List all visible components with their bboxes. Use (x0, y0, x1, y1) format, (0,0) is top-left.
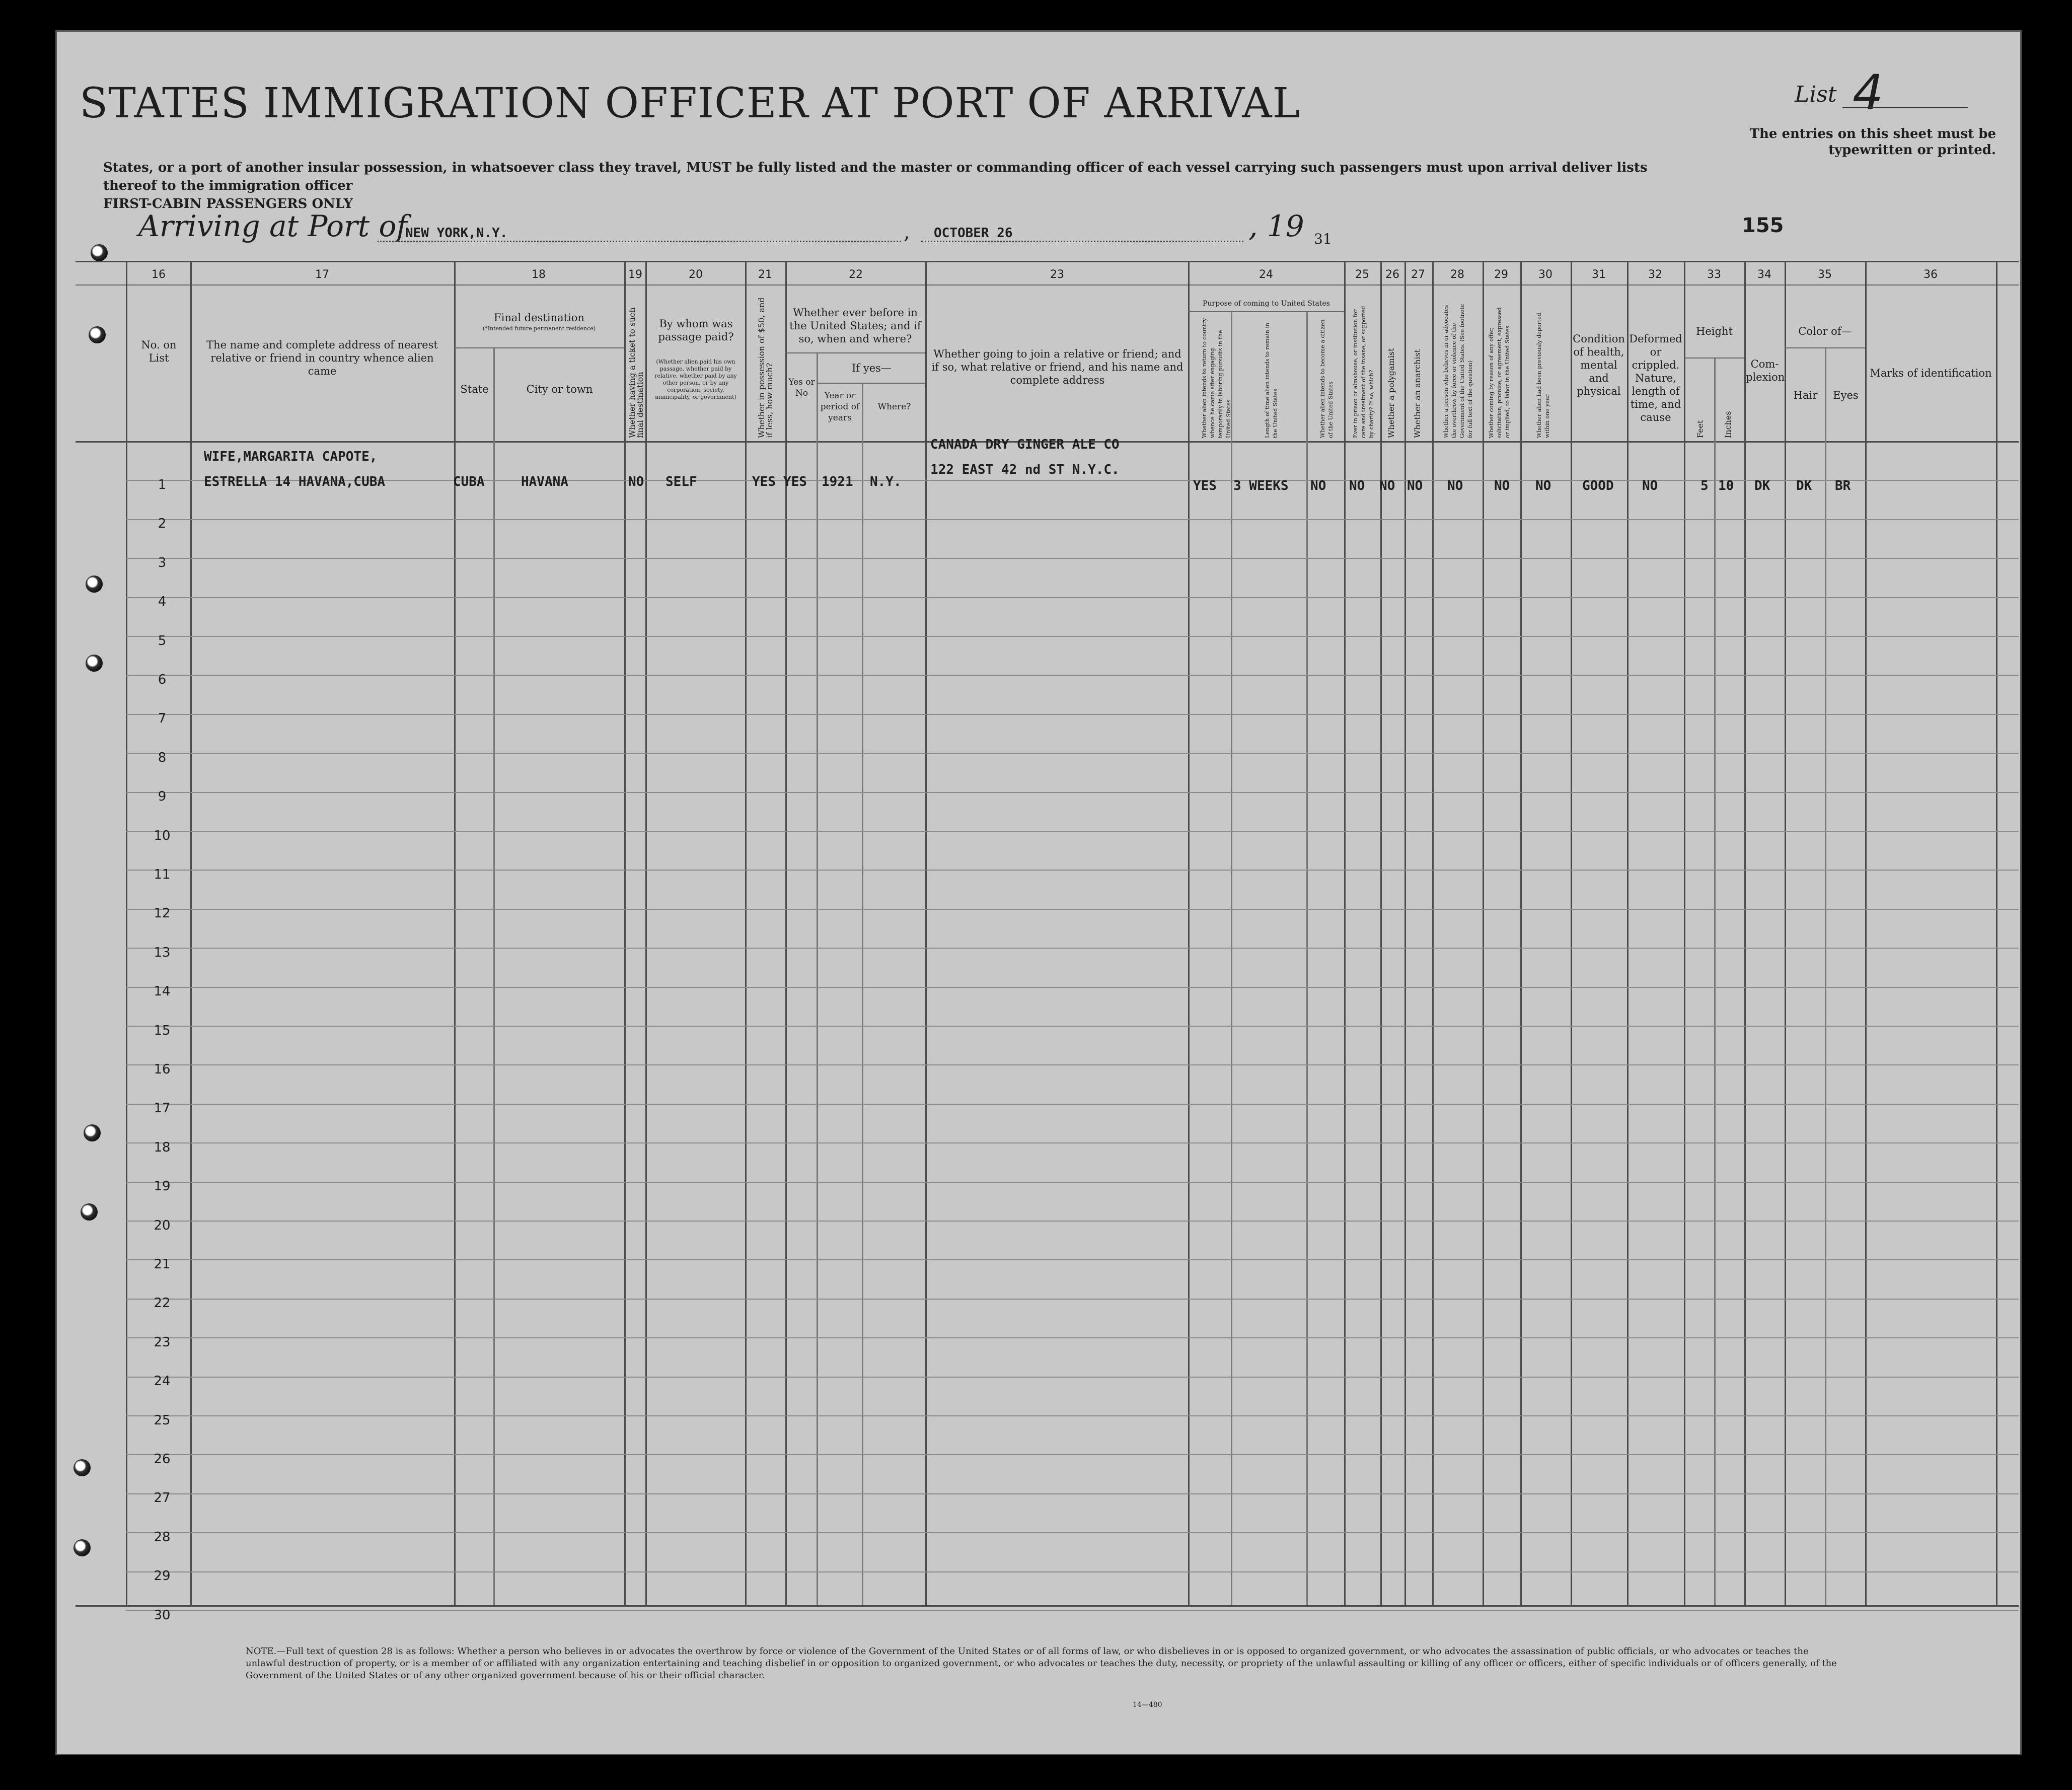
entry-health: GOOD (1582, 478, 1614, 493)
row-number: 8 (158, 750, 167, 765)
col-line (645, 261, 647, 1605)
page-title: STATES IMMIGRATION OFFICER AT PORT OF ARRIVAL (80, 80, 1301, 127)
colnum-22: 22 (849, 268, 863, 281)
punch-hole (86, 576, 103, 593)
entry-length-stay: 3 WEEKS (1233, 478, 1289, 493)
subhdr-line (454, 347, 624, 348)
entry-anarchist: NO (1407, 478, 1423, 493)
col-line (1684, 261, 1685, 1605)
col-line (1188, 261, 1190, 1605)
colnum-29: 29 (1494, 268, 1508, 281)
hdr-where: Where? (877, 402, 911, 412)
colnum-25: 25 (1355, 268, 1369, 281)
hdr-overthrow: Whether a person who believes in or advocates the overthrow by force or violence of the Government of the United States. (See footnote for full text of the question) (1443, 304, 1473, 438)
col-line (1483, 261, 1484, 1605)
punch-hole (84, 1124, 101, 1141)
row-line (126, 558, 2019, 559)
colnum-18: 18 (532, 268, 546, 281)
punch-hole (73, 1459, 91, 1476)
table-bottom-border (76, 1605, 2019, 1607)
entry-prison: NO (1349, 478, 1365, 493)
subhdr-line (1785, 347, 1865, 348)
hdr-join-relative: Whether going to join a relative or friend; and if so, what relative or friend, and his name and complete address (931, 348, 1183, 386)
entry-join-line1: CANADA DRY GINGER ALE CO (930, 437, 1120, 452)
entry-money: YES (752, 474, 776, 489)
hdr-health: Condition of health, mental and physical (1573, 333, 1625, 397)
subhdr-line (1684, 357, 1744, 359)
row-line (126, 870, 2019, 871)
hdr-yes-no: Yes or No (788, 377, 815, 398)
entry-complexion: DK (1754, 478, 1770, 493)
col-line (1380, 261, 1382, 1605)
row-line (126, 1337, 2019, 1338)
row-line (126, 1571, 2019, 1572)
row-number: 2 (158, 516, 167, 532)
col-line (1306, 311, 1308, 1605)
colnum-31: 31 (1592, 268, 1606, 281)
hdr-complexion: Com- plexion (1746, 358, 1785, 383)
row-number: 9 (158, 789, 167, 805)
colnum-26: 26 (1385, 268, 1399, 281)
hdr-final-destination: Final destination (494, 312, 584, 324)
hdr-paid-by-sub: (Whether alien paid his own passage, whether paid by relative, whether paid by any other person, or by any corporation, society, municipality, or government) (654, 359, 737, 400)
year-prefix (1248, 209, 1304, 243)
row-number: 14 (154, 984, 171, 999)
hdr-state: State (460, 383, 489, 395)
row-number: 10 (154, 828, 171, 843)
row-number: 30 (154, 1607, 171, 1623)
row-number: 6 (158, 672, 167, 687)
table-top-border (76, 261, 2019, 262)
hdr-deported: Whether alien had been previously deported within one year (1536, 313, 1550, 438)
hdr-if-yes: If yes— (852, 362, 892, 374)
col-line (1865, 261, 1867, 1605)
list-number: 4 (1853, 64, 1884, 121)
colnum-21: 21 (758, 268, 772, 281)
hdr-ever-before: Whether ever before in the United States; and if so, when and where? (789, 307, 921, 345)
instructions (103, 159, 1694, 213)
hdr-eyes: Eyes (1833, 389, 1859, 401)
row-line (126, 675, 2019, 676)
entry-relative-line2: ESTRELLA 14 HAVANA,CUBA (204, 474, 386, 489)
hdr-feet: Feet (1695, 420, 1705, 438)
row-line (126, 1026, 2019, 1027)
entry-deported: NO (1535, 478, 1551, 493)
hdr-anarchist: Whether an anarchist (1413, 349, 1422, 438)
subhdr-line (1188, 311, 1344, 312)
row-line (126, 1377, 2019, 1378)
row-line (126, 1182, 2019, 1183)
colnum-36: 36 (1923, 268, 1938, 281)
entry-eyes: BR (1835, 478, 1851, 493)
row-line (126, 1532, 2019, 1533)
hdr-color-of: Color of— (1798, 325, 1852, 337)
list-label: List (1795, 82, 1837, 107)
hdr-labor-offer: Whether coming by reason of any offer, solicitation, promise, or agreement, expressed or implied, to labor in the United States (1488, 307, 1511, 438)
instructions-text: States, or a port of another insular possession, in whatsoever class they travel, MUST be fully listed and the master or commanding officer of each vessel carrying such passengers must upon arrival deliver lists thereof to the immigration officer (103, 160, 1648, 193)
hdr-purpose-return: Whether alien intends to return to country whence he came after engaging temporarily in laboring pursuits in the United States (1201, 318, 1232, 438)
row-line (126, 1064, 2019, 1065)
punch-hole (86, 655, 103, 672)
row-number: 18 (154, 1139, 171, 1155)
row-line (126, 519, 2019, 520)
hdr-deformed: Deformed or crippled. Nature, length of time, and cause (1629, 333, 1682, 423)
entry-join-line2: 122 EAST 42 nd ST N.Y.C. (930, 462, 1120, 477)
col-line (190, 261, 192, 1605)
row-line (126, 1454, 2019, 1455)
list-underline (1842, 107, 1968, 108)
entry-overthrow: NO (1447, 478, 1463, 493)
footnote: NOTE.—Full text of question 28 is as follows: Whether a person who believes in or advocates the overthrow by force or violence of the Government of the United States or of all forms of law, or who disbelieves in or is opposed to organized government, or who advocates the assassination of public officials, or who advocates or teaches the unlawful destruction of property, or is a member of or affiliated with any organization entertaining and teaching disbelief in or opposition to organized government, or who advocates or teaches the duty, necessity, or propriety of the unlawful assaulting or killing of any officer or officers, either of specific individuals or of officers generally, of the Government of the United States or of any other organized government because of his or their official character. (246, 1646, 1837, 1681)
entry-paid-by: SELF (665, 474, 697, 489)
row-line (126, 1142, 2019, 1143)
entry-city: HAVANA (521, 474, 568, 489)
row-line (126, 909, 2019, 910)
col-line (1404, 261, 1406, 1605)
manifest-sheet (55, 30, 2022, 1755)
hdr-polygamist: Whether a polygamist (1386, 348, 1396, 438)
col-line (1344, 261, 1346, 1605)
colnum-16: 16 (152, 268, 166, 281)
row-line (126, 1610, 2019, 1611)
row-number: 28 (154, 1529, 171, 1545)
row-number: 5 (158, 633, 167, 649)
col-line (785, 261, 787, 1605)
col-line (1825, 347, 1826, 1605)
colnum-32: 32 (1648, 268, 1662, 281)
entry-labor-offer: NO (1494, 478, 1510, 493)
punch-hole (73, 1539, 91, 1556)
col-line (1785, 261, 1786, 1605)
date-line (921, 241, 1243, 242)
year-comma: , (1248, 209, 1267, 243)
hdr-purpose-length: Length of time alien intends to remain in the United States (1264, 323, 1279, 438)
year-prefix-text: 19 (1267, 209, 1304, 243)
hdr-final-destination-sub: (*Intended future permanent residence) (482, 325, 596, 332)
col-line (1714, 357, 1716, 1605)
row-line (126, 1104, 2019, 1105)
row-line (126, 1415, 2019, 1416)
col-line (1432, 261, 1434, 1605)
row-number: 13 (154, 945, 171, 960)
row-number: 27 (154, 1490, 171, 1506)
hdr-city: City or town (526, 383, 593, 395)
colnum-divider (76, 284, 2019, 285)
hdr-prison: Ever in prison or almshouse, or institution for care and treatment of the insane, or supported by charity? If so, which? (1352, 306, 1375, 438)
col-line (624, 261, 626, 1605)
row-number: 21 (154, 1257, 171, 1272)
entry-inches: 10 (1718, 478, 1734, 493)
entry-before-where: N.Y. (870, 474, 902, 489)
row-line (126, 636, 2019, 637)
punch-hole (91, 244, 108, 261)
col-line (745, 261, 747, 1605)
col-line (1744, 261, 1746, 1605)
page-number: 155 (1742, 214, 1784, 237)
col-line (493, 347, 495, 1605)
row-number: 20 (154, 1218, 171, 1233)
row-number: 22 (154, 1296, 171, 1311)
entry-state: CUBA (453, 474, 485, 489)
port-line (378, 241, 901, 242)
hdr-ticket: Whether having a ticket to such final destination (627, 307, 645, 438)
class-line: FIRST-CABIN PASSENGERS ONLY (103, 196, 353, 211)
row-number: 7 (158, 711, 167, 727)
colnum-35: 35 (1818, 268, 1832, 281)
col-line (454, 261, 456, 1605)
entry-polygamist: NO (1379, 478, 1395, 493)
entry-before-year: 1921 (822, 474, 853, 489)
col-line (1996, 261, 1997, 1605)
hdr-no-on-list: No. on List (141, 339, 177, 364)
col-line (1627, 261, 1629, 1605)
row-number: 23 (154, 1334, 171, 1350)
arriving-label: Arriving at Port of (138, 209, 407, 243)
form-number: 14—480 (1133, 1701, 1162, 1709)
colnum-19: 19 (628, 268, 642, 281)
subhdr-line (817, 383, 925, 384)
colnum-17: 17 (315, 268, 329, 281)
typewritten-note: The entries on this sheet must be typewritten or printed. (1749, 126, 1996, 158)
row-number: 17 (154, 1101, 171, 1116)
comma: , (904, 221, 910, 244)
row-number: 19 (154, 1179, 171, 1194)
col-line (817, 352, 818, 1605)
entry-deformed: NO (1642, 478, 1658, 493)
row-line (126, 714, 2019, 715)
row-number: 29 (154, 1568, 171, 1584)
row-number: 15 (154, 1023, 171, 1038)
row-number: 24 (154, 1374, 171, 1389)
row-number: 4 (158, 594, 167, 610)
col-line (1231, 311, 1232, 1605)
row-number: 25 (154, 1412, 171, 1428)
row-line (126, 1259, 2019, 1260)
hdr-height: Height (1696, 325, 1733, 337)
row-line (126, 753, 2019, 754)
hdr-purpose: Purpose of coming to United States (1203, 300, 1330, 308)
row-number: 11 (154, 867, 171, 882)
row-line (126, 1493, 2019, 1494)
colnum-24: 24 (1259, 268, 1273, 281)
entry-citizen: NO (1310, 478, 1326, 493)
row-number: 26 (154, 1452, 171, 1467)
colnum-23: 23 (1050, 268, 1064, 281)
hdr-fifty-dollars: Whether in possession of $50, and if less, how much? (757, 297, 774, 438)
row-line (126, 1299, 2019, 1300)
colnum-34: 34 (1757, 268, 1771, 281)
row-number: 1 (158, 477, 167, 492)
col-line (1571, 261, 1572, 1605)
entry-hair: DK (1796, 478, 1812, 493)
colnum-28: 28 (1450, 268, 1464, 281)
row-line (126, 792, 2019, 793)
row-line (126, 1221, 2019, 1222)
entry-return: YES (1193, 478, 1217, 493)
colnum-33: 33 (1707, 268, 1721, 281)
row-number: 3 (158, 555, 167, 570)
punch-hole (81, 1203, 98, 1221)
entry-ticket: NO (628, 474, 644, 489)
colnum-20: 20 (689, 268, 703, 281)
subhdr-line (785, 352, 925, 353)
hdr-relative: The name and complete address of nearest relative or friend in country whence alien came (206, 339, 438, 377)
hdr-inches: Inches (1723, 411, 1733, 438)
row-line (126, 948, 2019, 949)
row-line (126, 480, 2019, 481)
col-line (925, 261, 927, 1605)
hdr-marks: Marks of identification (1870, 367, 1992, 379)
hdr-paid-by: By whom was passage paid? (658, 318, 734, 343)
col-line (1520, 261, 1522, 1605)
entry-before-yes: YES (783, 474, 807, 489)
year-suffix: 31 (1314, 231, 1332, 247)
row-line (126, 597, 2019, 598)
row-line (126, 831, 2019, 832)
col-line (862, 383, 863, 1605)
row-number: 16 (154, 1062, 171, 1077)
col-line (126, 261, 127, 1605)
hdr-purpose-citizen: Whether alien intends to become a citizen of the United States (1319, 319, 1334, 438)
entry-relative-line1: WIFE,MARGARITA CAPOTE, (204, 449, 378, 464)
port-value: NEW YORK,N.Y. (405, 226, 508, 241)
colnum-30: 30 (1538, 268, 1552, 281)
hdr-year: Year or period of years (820, 391, 860, 423)
row-line (126, 987, 2019, 988)
entry-feet: 5 (1700, 478, 1709, 493)
row-number: 12 (154, 906, 171, 921)
colnum-27: 27 (1411, 268, 1425, 281)
punch-hole (89, 326, 106, 343)
hdr-hair: Hair (1793, 389, 1818, 401)
date-value: OCTOBER 26 (934, 226, 1013, 241)
